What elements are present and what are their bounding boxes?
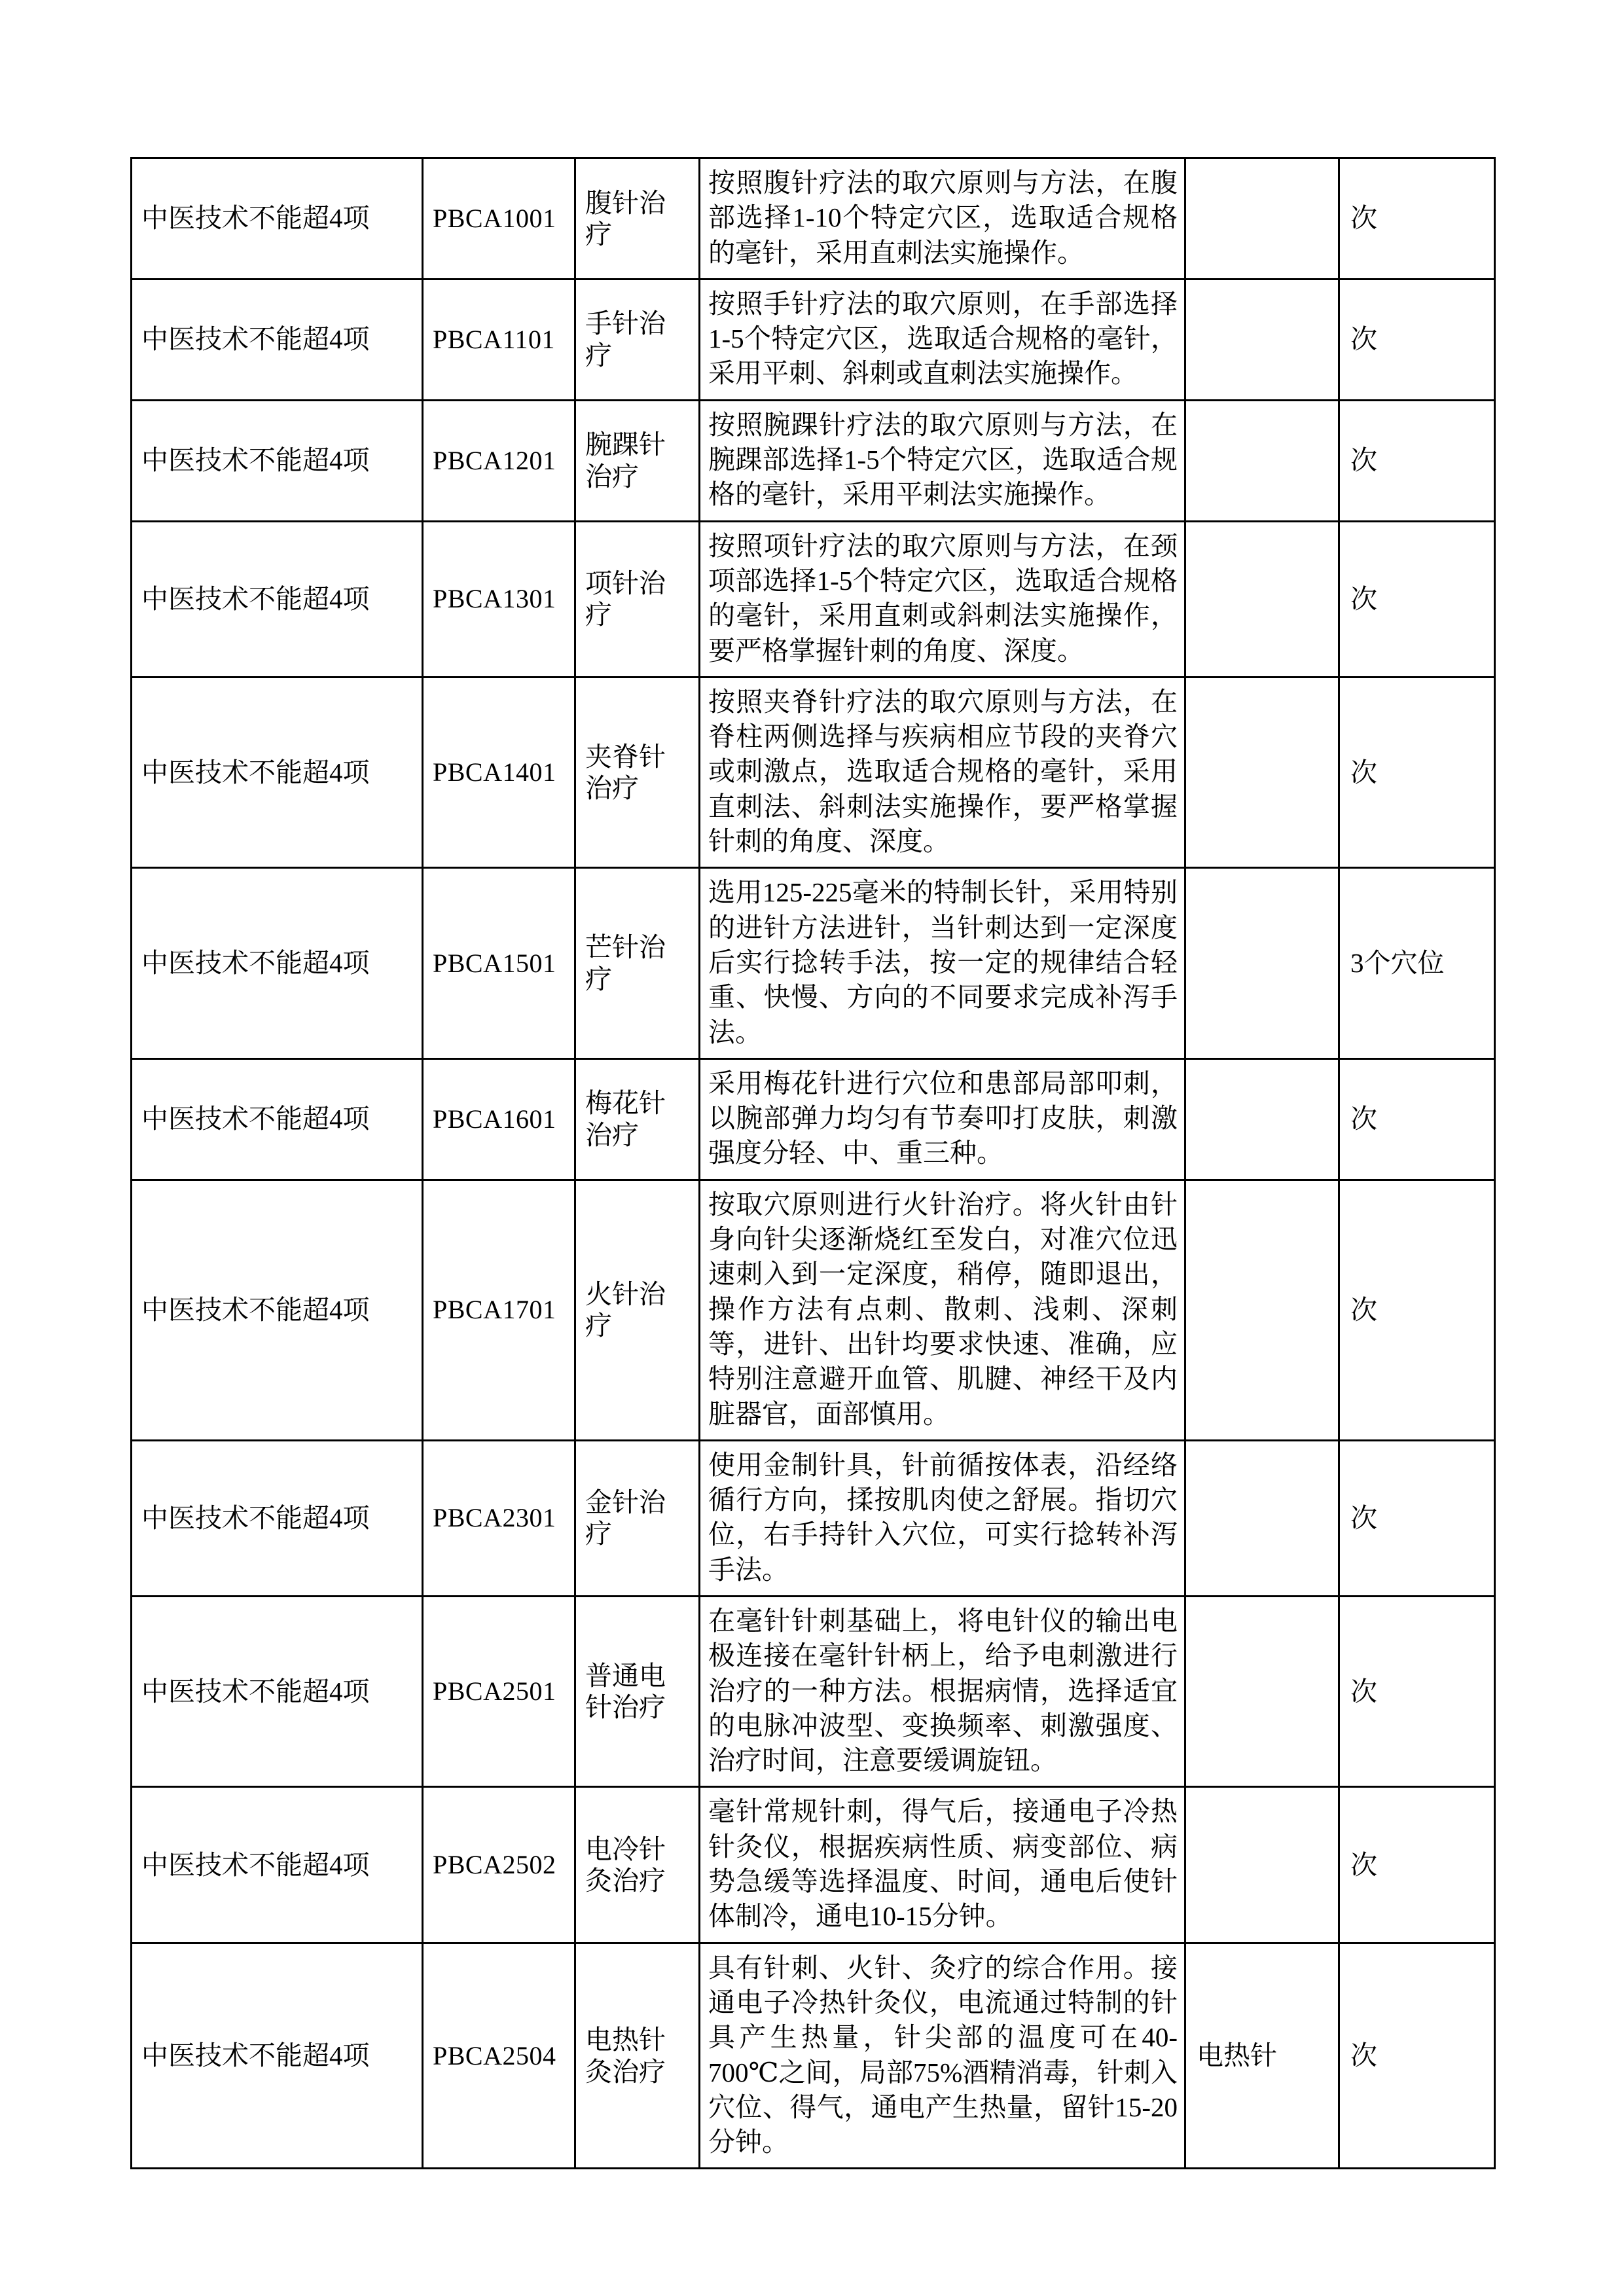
category-text: 中医技术不能超4项 bbox=[141, 1502, 370, 1533]
cell-category bbox=[132, 279, 423, 400]
cell-name bbox=[575, 677, 700, 867]
cell-material bbox=[1185, 521, 1339, 677]
cell-description bbox=[700, 521, 1185, 677]
material-text bbox=[1186, 764, 1338, 781]
cell-description bbox=[700, 868, 1185, 1058]
name-text: 电冷针灸治疗 bbox=[585, 1834, 666, 1896]
cell-code bbox=[423, 279, 575, 400]
material-text bbox=[1186, 331, 1338, 348]
cell-name bbox=[575, 1180, 700, 1440]
cell-material bbox=[1185, 677, 1339, 867]
description-text: 使用金制针具，针前循按体表，沿经络循行方向，揉按肌肉使之舒展。指切穴位，右手持针入穴位，可实行捻转补泻手法。 bbox=[708, 1449, 1178, 1585]
cell-unit bbox=[1339, 1943, 1495, 2169]
cell-category bbox=[132, 677, 423, 867]
cell-code bbox=[423, 868, 575, 1058]
category-text: 中医技术不能超4项 bbox=[141, 1849, 370, 1880]
cell-unit bbox=[1339, 1787, 1495, 1943]
code-text: PBCA2502 bbox=[433, 1850, 556, 1880]
cell-name bbox=[575, 1787, 700, 1943]
cell-code bbox=[423, 677, 575, 867]
unit-text: 次 bbox=[1350, 1849, 1377, 1880]
cell-unit bbox=[1339, 1440, 1495, 1596]
table-row bbox=[132, 1440, 1495, 1596]
code-text: PBCA1401 bbox=[433, 757, 556, 787]
category-text: 中医技术不能超4项 bbox=[141, 757, 370, 787]
cell-description bbox=[700, 279, 1185, 400]
material-text bbox=[1186, 210, 1338, 227]
unit-text: 次 bbox=[1350, 324, 1377, 355]
description-text: 按照夹脊针疗法的取穴原则与方法，在脊柱两侧选择与疾病相应节段的夹脊穴或刺激点，选取适合规格的毫针，采用直刺法、斜刺法实施操作，要严格掌握针刺的角度、深度。 bbox=[708, 686, 1178, 857]
cell-code bbox=[423, 521, 575, 677]
cell-unit bbox=[1339, 158, 1495, 280]
table-row bbox=[132, 1943, 1495, 2169]
cell-description bbox=[700, 400, 1185, 521]
material-text bbox=[1186, 1683, 1338, 1700]
unit-text: 次 bbox=[1350, 445, 1377, 476]
cell-unit bbox=[1339, 279, 1495, 400]
material-text bbox=[1186, 1856, 1338, 1873]
table-row bbox=[132, 868, 1495, 1058]
cell-category bbox=[132, 1943, 423, 2169]
description-text: 按照腹针疗法的取穴原则与方法，在腹部选择1-10个特定穴区，选取适合规格的毫针，采用直刺法实施操作。 bbox=[708, 168, 1178, 268]
cell-material bbox=[1185, 1180, 1339, 1440]
material-text bbox=[1186, 1111, 1338, 1128]
cell-category bbox=[132, 400, 423, 521]
tcm-technique-table bbox=[130, 157, 1496, 2169]
material-text bbox=[1186, 955, 1338, 972]
name-text: 电热针灸治疗 bbox=[585, 2025, 666, 2087]
table-row bbox=[132, 279, 1495, 400]
cell-name bbox=[575, 279, 700, 400]
cell-category bbox=[132, 1787, 423, 1943]
cell-code bbox=[423, 1943, 575, 2169]
cell-code bbox=[423, 1787, 575, 1943]
cell-code bbox=[423, 1180, 575, 1440]
cell-name bbox=[575, 1943, 700, 2169]
cell-material bbox=[1185, 1943, 1339, 2169]
table-row bbox=[132, 521, 1495, 677]
description-text: 具有针刺、火针、灸疗的综合作用。接通电子冷热针灸仪，电流通过特制的针具产生热量，针尖部的温度可在40-700℃之间，局部75%酒精消毒，针刺入穴位、得气，通电产生热量，留针15-20分钟。 bbox=[708, 1952, 1178, 2158]
unit-text: 次 bbox=[1350, 1104, 1377, 1134]
category-text: 中医技术不能超4项 bbox=[141, 445, 370, 476]
cell-name bbox=[575, 1596, 700, 1786]
code-text: PBCA1201 bbox=[433, 445, 556, 475]
material-text bbox=[1186, 590, 1338, 607]
cell-material bbox=[1185, 1787, 1339, 1943]
cell-unit bbox=[1339, 1058, 1495, 1180]
category-text: 中医技术不能超4项 bbox=[141, 203, 370, 234]
name-text: 夹脊针治疗 bbox=[585, 741, 666, 804]
unit-text: 次 bbox=[1350, 757, 1377, 787]
table-row bbox=[132, 1180, 1495, 1440]
name-text: 项针治疗 bbox=[585, 568, 666, 630]
description-text: 选用125-225毫米的特制长针，采用特别的进针方法进针，当针刺达到一定深度后实行捻转手法，按一定的规律结合轻重、快慢、方向的不同要求完成补泻手法。 bbox=[708, 877, 1178, 1047]
description-text: 按照项针疗法的取穴原则与方法，在颈项部选择1-5个特定穴区，选取适合规格的毫针，采用直刺或斜刺法实施操作，要严格掌握针刺的角度、深度。 bbox=[708, 530, 1178, 666]
cell-code bbox=[423, 1440, 575, 1596]
unit-text: 次 bbox=[1350, 1294, 1377, 1325]
description-text: 按照手针疗法的取穴原则，在手部选择1-5个特定穴区，选取适合规格的毫针，采用平刺、斜刺或直刺法实施操作。 bbox=[708, 288, 1178, 389]
cell-description bbox=[700, 158, 1185, 280]
cell-name bbox=[575, 868, 700, 1058]
material-text: 电热针 bbox=[1197, 2040, 1277, 2071]
cell-unit bbox=[1339, 1180, 1495, 1440]
code-text: PBCA1701 bbox=[433, 1295, 556, 1325]
cell-name bbox=[575, 1440, 700, 1596]
code-text: PBCA1601 bbox=[433, 1104, 556, 1134]
name-text: 腹针治疗 bbox=[585, 187, 666, 249]
table-row bbox=[132, 400, 1495, 521]
table-body bbox=[132, 158, 1495, 2169]
unit-text: 次 bbox=[1350, 1502, 1377, 1533]
code-text: PBCA1101 bbox=[433, 324, 556, 354]
cell-name bbox=[575, 158, 700, 280]
code-text: PBCA2301 bbox=[433, 1503, 556, 1533]
cell-description bbox=[700, 1943, 1185, 2169]
cell-unit bbox=[1339, 1596, 1495, 1786]
table-row bbox=[132, 1058, 1495, 1180]
cell-material bbox=[1185, 1440, 1339, 1596]
unit-text: 次 bbox=[1350, 2040, 1377, 2071]
cell-material bbox=[1185, 868, 1339, 1058]
name-text: 手针治疗 bbox=[585, 308, 666, 370]
cell-category bbox=[132, 1440, 423, 1596]
cell-category bbox=[132, 1596, 423, 1786]
description-text: 采用梅花针进行穴位和患部局部叩刺，以腕部弹力均匀有节奏叩打皮肤，刺激强度分轻、中、重三种。 bbox=[708, 1068, 1178, 1168]
cell-category bbox=[132, 1180, 423, 1440]
description-text: 按取穴原则进行火针治疗。将火针由针身向针尖逐渐烧红至发白，对准穴位迅速刺入到一定深度，稍停，随即退出，操作方法有点刺、散刺、浅刺、深刺等，进针、出针均要求快速、准确，应特别注意避开血管、肌腱、神经干及内脏器官，面部慎用。 bbox=[708, 1189, 1178, 1429]
cell-description bbox=[700, 1180, 1185, 1440]
cell-material bbox=[1185, 158, 1339, 280]
cell-description bbox=[700, 1787, 1185, 1943]
code-text: PBCA1301 bbox=[433, 584, 556, 614]
code-text: PBCA2504 bbox=[433, 2040, 556, 2070]
cell-category bbox=[132, 521, 423, 677]
material-text bbox=[1186, 1509, 1338, 1527]
cell-description bbox=[700, 1596, 1185, 1786]
unit-text: 3个穴位 bbox=[1350, 948, 1445, 979]
description-text: 按照腕踝针疗法的取穴原则与方法，在腕踝部选择1-5个特定穴区，选取适合规格的毫针，采用平刺法实施操作。 bbox=[708, 409, 1178, 510]
unit-text: 次 bbox=[1350, 1676, 1377, 1707]
cell-description bbox=[700, 1058, 1185, 1180]
table-container bbox=[130, 157, 1494, 2169]
cell-category bbox=[132, 868, 423, 1058]
cell-code bbox=[423, 158, 575, 280]
description-text: 在毫针针刺基础上，将电针仪的输出电极连接在毫针针柄上，给予电刺激进行治疗的一种方法。根据病情，选择适宜的电脉冲波型、变换频率、刺激强度、治疗时间，注意要缓调旋钮。 bbox=[708, 1605, 1178, 1776]
cell-material bbox=[1185, 1058, 1339, 1180]
cell-material bbox=[1185, 1596, 1339, 1786]
category-text: 中医技术不能超4项 bbox=[141, 1104, 370, 1134]
cell-code bbox=[423, 1596, 575, 1786]
name-text: 火针治疗 bbox=[585, 1278, 666, 1341]
category-text: 中医技术不能超4项 bbox=[141, 948, 370, 979]
cell-unit bbox=[1339, 868, 1495, 1058]
table-row bbox=[132, 1596, 1495, 1786]
category-text: 中医技术不能超4项 bbox=[141, 2040, 370, 2071]
category-text: 中医技术不能超4项 bbox=[141, 1294, 370, 1325]
cell-name bbox=[575, 400, 700, 521]
table-row bbox=[132, 1787, 1495, 1943]
cell-description bbox=[700, 677, 1185, 867]
cell-description bbox=[700, 1440, 1185, 1596]
cell-material bbox=[1185, 279, 1339, 400]
table-row bbox=[132, 677, 1495, 867]
cell-category bbox=[132, 1058, 423, 1180]
name-text: 普通电针治疗 bbox=[585, 1660, 666, 1723]
category-text: 中医技术不能超4项 bbox=[141, 1676, 370, 1707]
code-text: PBCA2501 bbox=[433, 1676, 556, 1707]
cell-material bbox=[1185, 400, 1339, 521]
category-text: 中医技术不能超4项 bbox=[141, 324, 370, 355]
name-text: 腕踝针治疗 bbox=[585, 429, 666, 492]
code-text: PBCA1501 bbox=[433, 948, 556, 978]
cell-code bbox=[423, 1058, 575, 1180]
cell-category bbox=[132, 158, 423, 280]
cell-name bbox=[575, 521, 700, 677]
material-text bbox=[1186, 1301, 1338, 1318]
description-text: 毫针常规针刺，得气后，接通电子冷热针灸仪，根据疾病性质、病变部位、病势急缓等选择温度、时间，通电后使针体制冷，通电10-15分钟。 bbox=[708, 1796, 1178, 1932]
unit-text: 次 bbox=[1350, 203, 1377, 234]
material-text bbox=[1186, 452, 1338, 469]
name-text: 芒针治疗 bbox=[585, 932, 666, 994]
name-text: 梅花针治疗 bbox=[585, 1088, 666, 1150]
name-text: 金针治疗 bbox=[585, 1487, 666, 1549]
code-text: PBCA1001 bbox=[433, 203, 556, 233]
table-row bbox=[132, 158, 1495, 280]
cell-unit bbox=[1339, 400, 1495, 521]
cell-code bbox=[423, 400, 575, 521]
cell-name bbox=[575, 1058, 700, 1180]
unit-text: 次 bbox=[1350, 583, 1377, 614]
cell-unit bbox=[1339, 521, 1495, 677]
category-text: 中医技术不能超4项 bbox=[141, 583, 370, 614]
cell-unit bbox=[1339, 677, 1495, 867]
